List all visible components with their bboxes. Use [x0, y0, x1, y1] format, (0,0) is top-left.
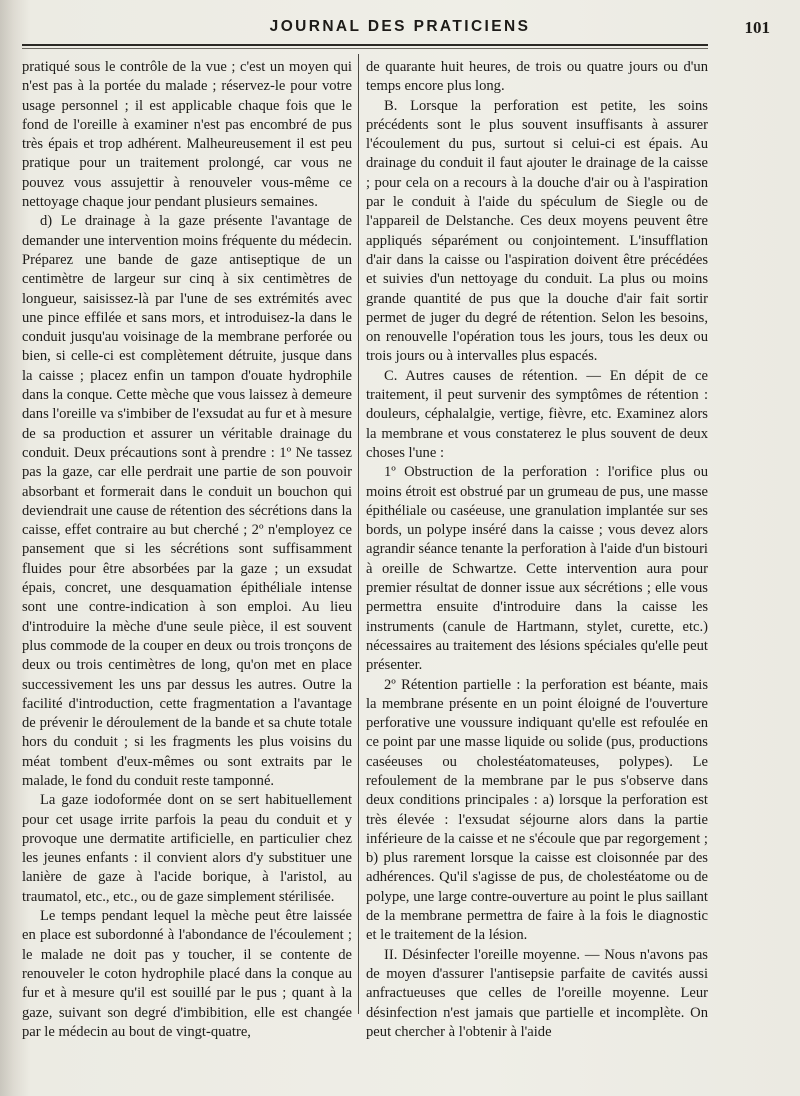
paragraph: 1º Obstruction de la perforation : l'orifice plus ou moins étroit est obstrué par un grumeau de pus, une masse épithéliale ou caséeuse, une granulation implantée sur ses bords, un polype inséré dans la caisse ; vous devez alors agrandir séance tenante la perforation à l'aide d'un bistouri à oreille de Schwartze. Cette intervention aura pour premier résultat de donner issue aux sécrétions ; elle vous permettra ensuite d'introduire dans la caisse les instruments (canule de Hartmann, stylet, curette, etc.) nécessaires au traitement des lésions spéciales qu'elle peut présenter.	[366, 464, 708, 674]
paragraph: pratiqué sous le contrôle de la vue ; c'est un moyen qui n'est pas à la portée du malade ; réservez-le pour votre usage personnel ; il est applicable chaque fois que le fond de l'oreille à examiner n'est pas encombré de pus très épais et trop adhérent. Malheureusement il est peu pratique pour un traitement prolongé, car vous ne pouvez vous assujettir à renouveler vous-même ce nettoyage chaque jour pendant plusieurs semaines.	[22, 59, 352, 211]
header-rule-thin	[22, 48, 708, 49]
paragraph: Le temps pendant lequel la mèche peut être laissée en place est subordonné à l'abondance de l'écoulement ; le malade ne doit pas y toucher, il se contente de renouveler le coton hydrophile placé dans la conque au fur et à mesure qu'il est souillé par le pus ; quant à la gaze, suivant son degré d'imbibition, elle est changée par le médecin au bout de vingt-quatre,	[22, 908, 352, 1040]
right-column	[366, 58, 708, 1042]
left-column	[22, 58, 352, 1042]
running-header	[20, 18, 780, 42]
column-divider	[358, 54, 359, 1014]
paragraph: d) Le drainage à la gaze présente l'avantage de demander une intervention moins fréquente du médecin. Préparez une bande de gaze antiseptique de un centimètre de largeur sur cinq à six centimètres de longueur, saisissez-là par l'une de ses extrémités avec une pince effilée et sans mors, et introduisez-la dans le conduit jusqu'au voisinage de la membrane perforée ou bien, si celle-ci est complètement détruite, jusque dans la caisse ; placez enfin un tampon d'ouate hydrophile dans la conque. Cette mèche que vous laissez à demeure dans l'oreille va s'imbiber de l'exsudat au fur et à mesure de sa production et assurer un véritable drainage du conduit. Deux précautions sont à prendre : 1º Ne tassez pas la gaze, car elle perdrait une partie de son pouvoir absorbant et formerait dans le conduit un bouchon qui deviendrait une cause de rétention des sécrétions dans la caisse, effet contraire au but cherché ; 2º n'employez ce pansement que si les sécrétions sont suffisamment fluides pour être absorbées par la gaze ; un exsudat épais, concret, une desquamation épithéliale intense sont une contre-indication à son emploi. Au lieu d'introduire la mèche d'une seule pièce, il est souvent plus commode de la couper en deux ou trois tronçons de deux ou trois centimètres de long, qu'on met en place successivement les uns par dessus les autres. Outre la facilité d'introduction, cette fragmentation a l'avantage de prévenir le déroulement de la bande et sa chute totale hors du conduit ; si les fragments les plus voisins du méat tombent d'eux-mêmes ou sont extraits par le malade, le fond du conduit reste tamponné.	[22, 213, 352, 789]
page-number: 101	[744, 18, 770, 37]
paragraph: II. Désinfecter l'oreille moyenne. — Nous n'avons pas de moyen d'assurer l'antisepsie parfaite de cavités aussi anfractueuses que celles de l'oreille moyenne. Leur désinfection n'est jamais que partielle et incomplète. On peut chercher à l'obtenir à l'aide	[366, 946, 708, 1040]
running-title: JOURNAL DES PRATICIENS	[269, 18, 531, 35]
header-rule	[22, 44, 708, 46]
paragraph: C. Autres causes de rétention. — En dépit de ce traitement, il peut survenir des symptômes de rétention : douleurs, céphalalgie, vertige, fièvre, etc. Examinez alors la membrane et vous constaterez le plus souvent de deux choses l'une :	[366, 367, 708, 461]
paragraph: B. Lorsque la perforation est petite, les soins précédents sont le plus souvent insuffisants à assurer l'écoulement du pus, surtout si celui-ci est épais. Au drainage du conduit il faut ajouter le drainage de la caisse ; pour cela on a recours à la douche d'air ou à l'aspiration par le conduit à l'aide du spéculum de Siegle ou de l'appareil de Delstanche. Ces deux moyens peuvent être appliqués séparément ou conjointement. L'insufflation d'air dans la caisse ou l'aspiration doivent être précédées et suivies d'un nettoyage du conduit. La plus ou moins grande quantité de pus que la douche d'air fait sortir permet de juger du degré de rétention. Selon les besoins, on renouvelle l'opération tous les jours, tous les deux ou trois jours ou à intervalles plus espacés.	[366, 97, 708, 365]
paragraph: 2º Rétention partielle : la perforation est béante, mais la membrane présente en un point éloigné de l'ouverture perforative une voussure indiquant qu'elle est refoulée en ce point par une masse liquide ou solide (pus, productions caséeuses ou cholestéatomateuses, polypes). Le refoulement de la membrane par le pus s'observe dans deux conditions principales : a) lorsque la perforation est très élevée : l'exsudat séjourne alors dans la partie inférieure de la caisse et ne s'écoule que par regorgement ; b) plus rarement lorsque la caisse est cloisonnée par des adhérences. Qu'il s'agisse de pus, de cholestéatome ou de polype, une large contre-ouverture au point le plus saillant de la membrane permettra de faire à la fois le diagnostic et le traitement de la lésion.	[366, 676, 708, 944]
paragraph: de quarante huit heures, de trois ou quatre jours ou d'un temps encore plus long.	[366, 59, 708, 95]
paragraph: La gaze iodoformée dont on se sert habituellement pour cet usage irrite parfois la peau du conduit et y provoque une dermatite artificielle, en particulier chez les jeunes enfants : il convient alors d'y substituer une lanière de gaze à l'acide borique, à l'aristol, au traumatol, etc., etc., ou de gaze simplement stérilisée.	[22, 792, 352, 905]
